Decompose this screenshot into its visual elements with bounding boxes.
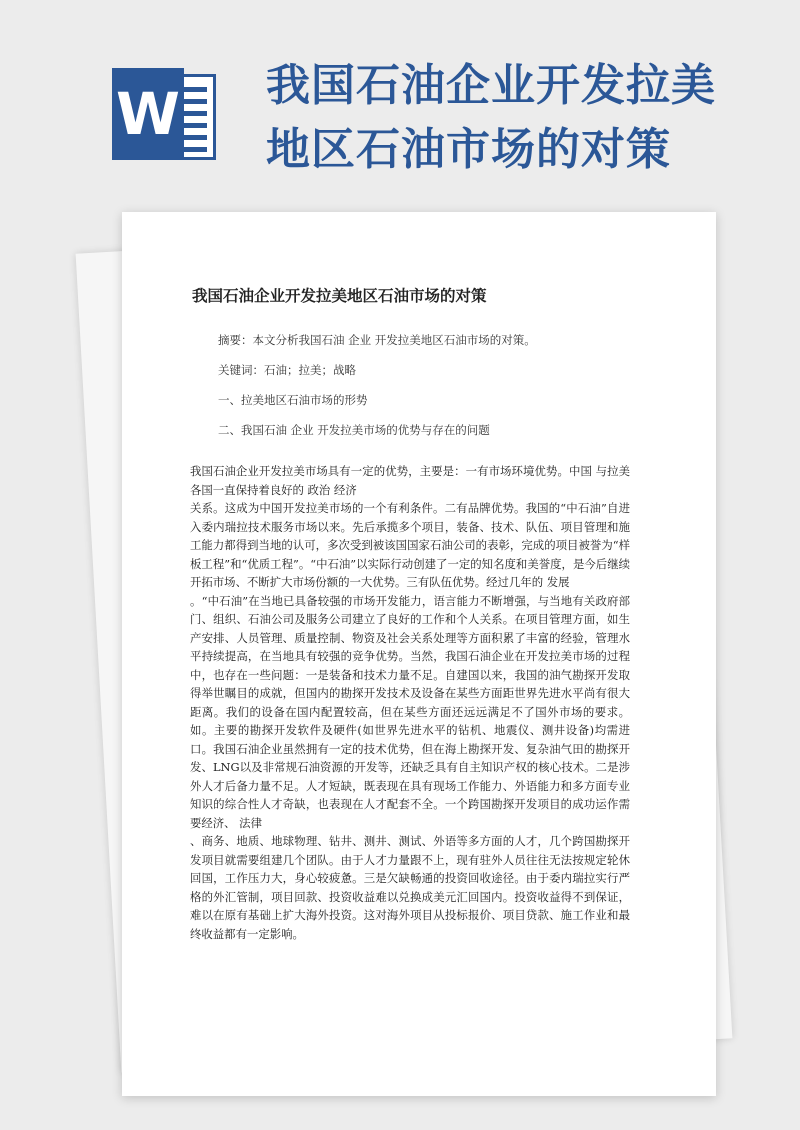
word-document-icon bbox=[108, 58, 220, 170]
header-banner bbox=[0, 0, 800, 205]
document-title: 我国石油企业开发拉美地区石油市场的对策 bbox=[192, 286, 487, 305]
body-paragraph: 关系。这成为中国开发拉美市场的一个有利条件。二有品牌优势。我国的“中石油”自进入委内瑞拉技术服务市场以来。先后承揽多个项目，装备、技术、队伍、项目管理和施工能力都得到当地的认可，多次受到被该国国家石油公司的表彰，完成的项目被誉为“样板工程”和“优质工程”。“中石油”以实际行动创建了一定的知名度和美誉度，是今后继续开拓市场、不断扩大市场份额的一大优势。三有队伍优势。经过几年的 发展 bbox=[190, 501, 630, 589]
body-text bbox=[190, 462, 630, 943]
document-page bbox=[122, 212, 716, 1096]
abstract: 摘要：本文分析我国石油 企业 开发拉美地区石油市场的对策。 bbox=[218, 333, 536, 347]
body-paragraph: 、商务、地质、地球物理、钻井、测井、测试、外语等多方面的人才，几个跨国勘探开发项目就需要组建几个团队。由于人才力量跟不上，现有驻外人员往往无法按规定轮休回国，工作压力大，身心较疲惫。三是欠缺畅通的投资回收途径。由于委内瑞拉实行严格的外汇管制，项目回款、投资收益难以兑换成美元汇回国内。投资收益得不到保证，难以在原有基础上扩大海外投资。这对海外项目从投标报价、项目贷款、施工作业和最终收益都有一定影响。 bbox=[190, 834, 630, 941]
word-letter-tile: W bbox=[112, 68, 184, 160]
body-paragraph: 我国石油企业开发拉美市场具有一定的优势，主要是：一有市场环境优势。中国 与拉美各国一直保持着良好的 政治 经济 bbox=[190, 464, 630, 497]
banner-title bbox=[266, 54, 776, 182]
body-paragraph: 。“中石油”在当地已具备较强的市场开发能力，语言能力不断增强，与当地有关政府部门、组织、石油公司及服务公司建立了良好的工作和个人关系。在项目管理方面，如生产安排、人员管理、质量控制、物资及社会关系处理等方面积累了丰富的经验，管理水平持续提高，在当地具有较强的竞争优势。当然，我国石油企业在开发拉美市场的过程中，也存在一些问题：一是装备和技术力量不足。自建国以来，我国的油气勘探开发取得举世瞩目的成就，但国内的勘探开发技术及设备在某些方面距世界先进水平尚有很大距离。我们的设备在国内配置较高，但在某些方面还远远满足不了国外市场的要求。如。主要的勘探开发软件及硬件(如世界先进水平的钻机、地震仪、测井设备)均需进口。我国石油企业虽然拥有一定的技术优势，但在海上勘探开发、复杂油气田的勘探开发、LNG以及非常规石油资源的开发等，还缺乏具有自主知识产权的核心技术。二是涉外人才后备力量不足。人才短缺，既表现在具有现场工作能力、外语能力和多方面专业知识的综合性人才奇缺，也表现在人才配套不全。一个跨国勘探开发项目的成功运作需要经济、 法律 bbox=[190, 593, 630, 830]
banner-title-line-2: 地区石油市场的对策 bbox=[266, 124, 671, 175]
keywords: 关键词：石油；拉美；战略 bbox=[218, 363, 356, 377]
section-heading-1: 一、拉美地区石油市场的形势 bbox=[218, 393, 368, 407]
section-heading-2: 二、我国石油 企业 开发拉美市场的优势与存在的问题 bbox=[218, 423, 490, 437]
banner-title-line-1: 我国石油企业开发拉美 bbox=[266, 60, 716, 111]
